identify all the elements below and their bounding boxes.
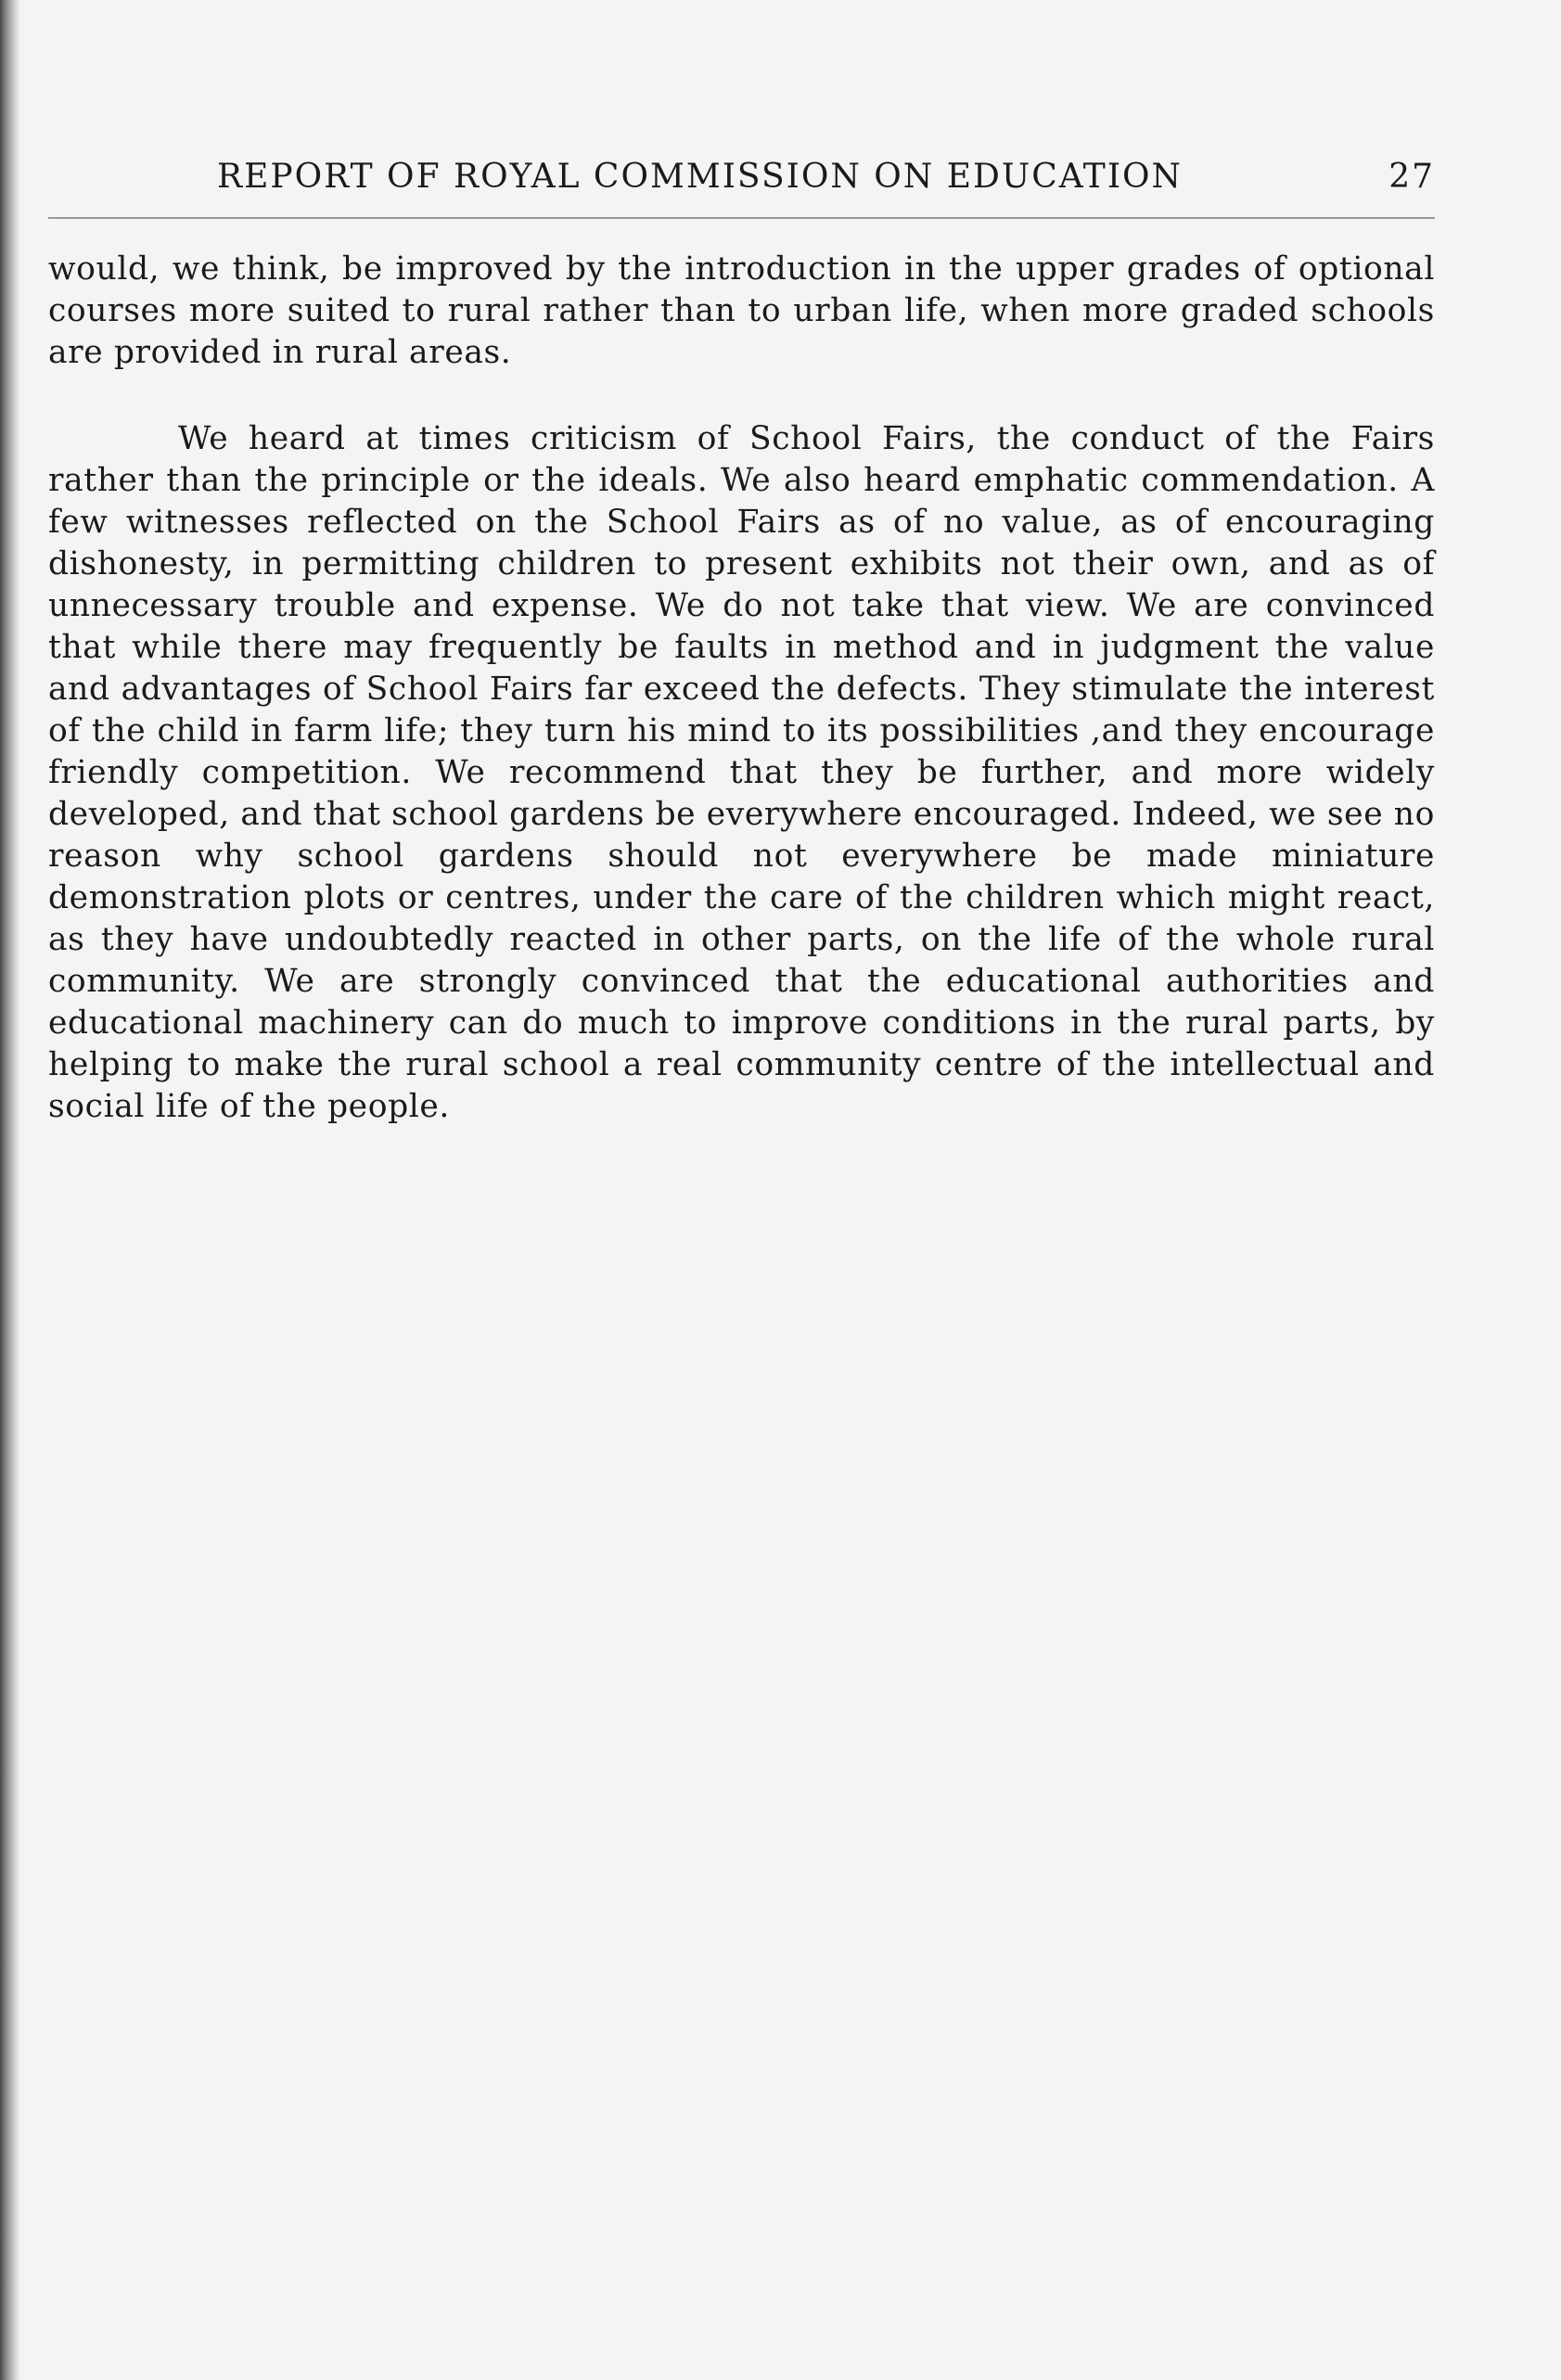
paragraph-continuation: would, we think, be improved by the introduction in the upper grades of optional courses more suited to rural rather than to urban life, when more graded schools are provided in rural areas. <box>48 250 1435 371</box>
paragraph-school-fairs: We heard at times criticism of School Fairs, the conduct of the Fairs rather than the principle or the ideals. We also heard emphatic commendation. A few witnesses reflected on the School Fairs as of no value, as of encouraging dishonesty, in permitting children to present exhibits not their own, and as of unnecessary trouble and expense. We do not take that view. We are convinced that while there may frequently be faults in method and in judgment the value and advantages of School Fairs far exceed the defects. They stimulate the interest of the child in farm life; they turn his mind to its possibilities ,and they encourage friendly competition. We recommend that they be further, and more widely developed, and that school gardens be everywhere encouraged. Indeed, we see no reason why school gardens should not everywhere be made miniature demonstration plots or centres, under the care of the children which might react, as they have undoubtedly reacted in other parts, on the life of the whole rural community. We are strongly convinced that the educational authorities and educational machinery can do much to improve conditions in the rural parts, by helping to make the rural school a real community centre of the intellectual and social life of the people. <box>48 420 1435 1125</box>
book-spine-shadow <box>0 0 20 2380</box>
page-number: 27 <box>1388 158 1435 196</box>
body-text <box>48 249 1435 1128</box>
running-header <box>48 148 1435 204</box>
running-title: REPORT OF ROYAL COMMISSION ON EDUCATION <box>217 158 1184 196</box>
document-page <box>48 148 1435 1128</box>
header-rule <box>48 217 1435 219</box>
